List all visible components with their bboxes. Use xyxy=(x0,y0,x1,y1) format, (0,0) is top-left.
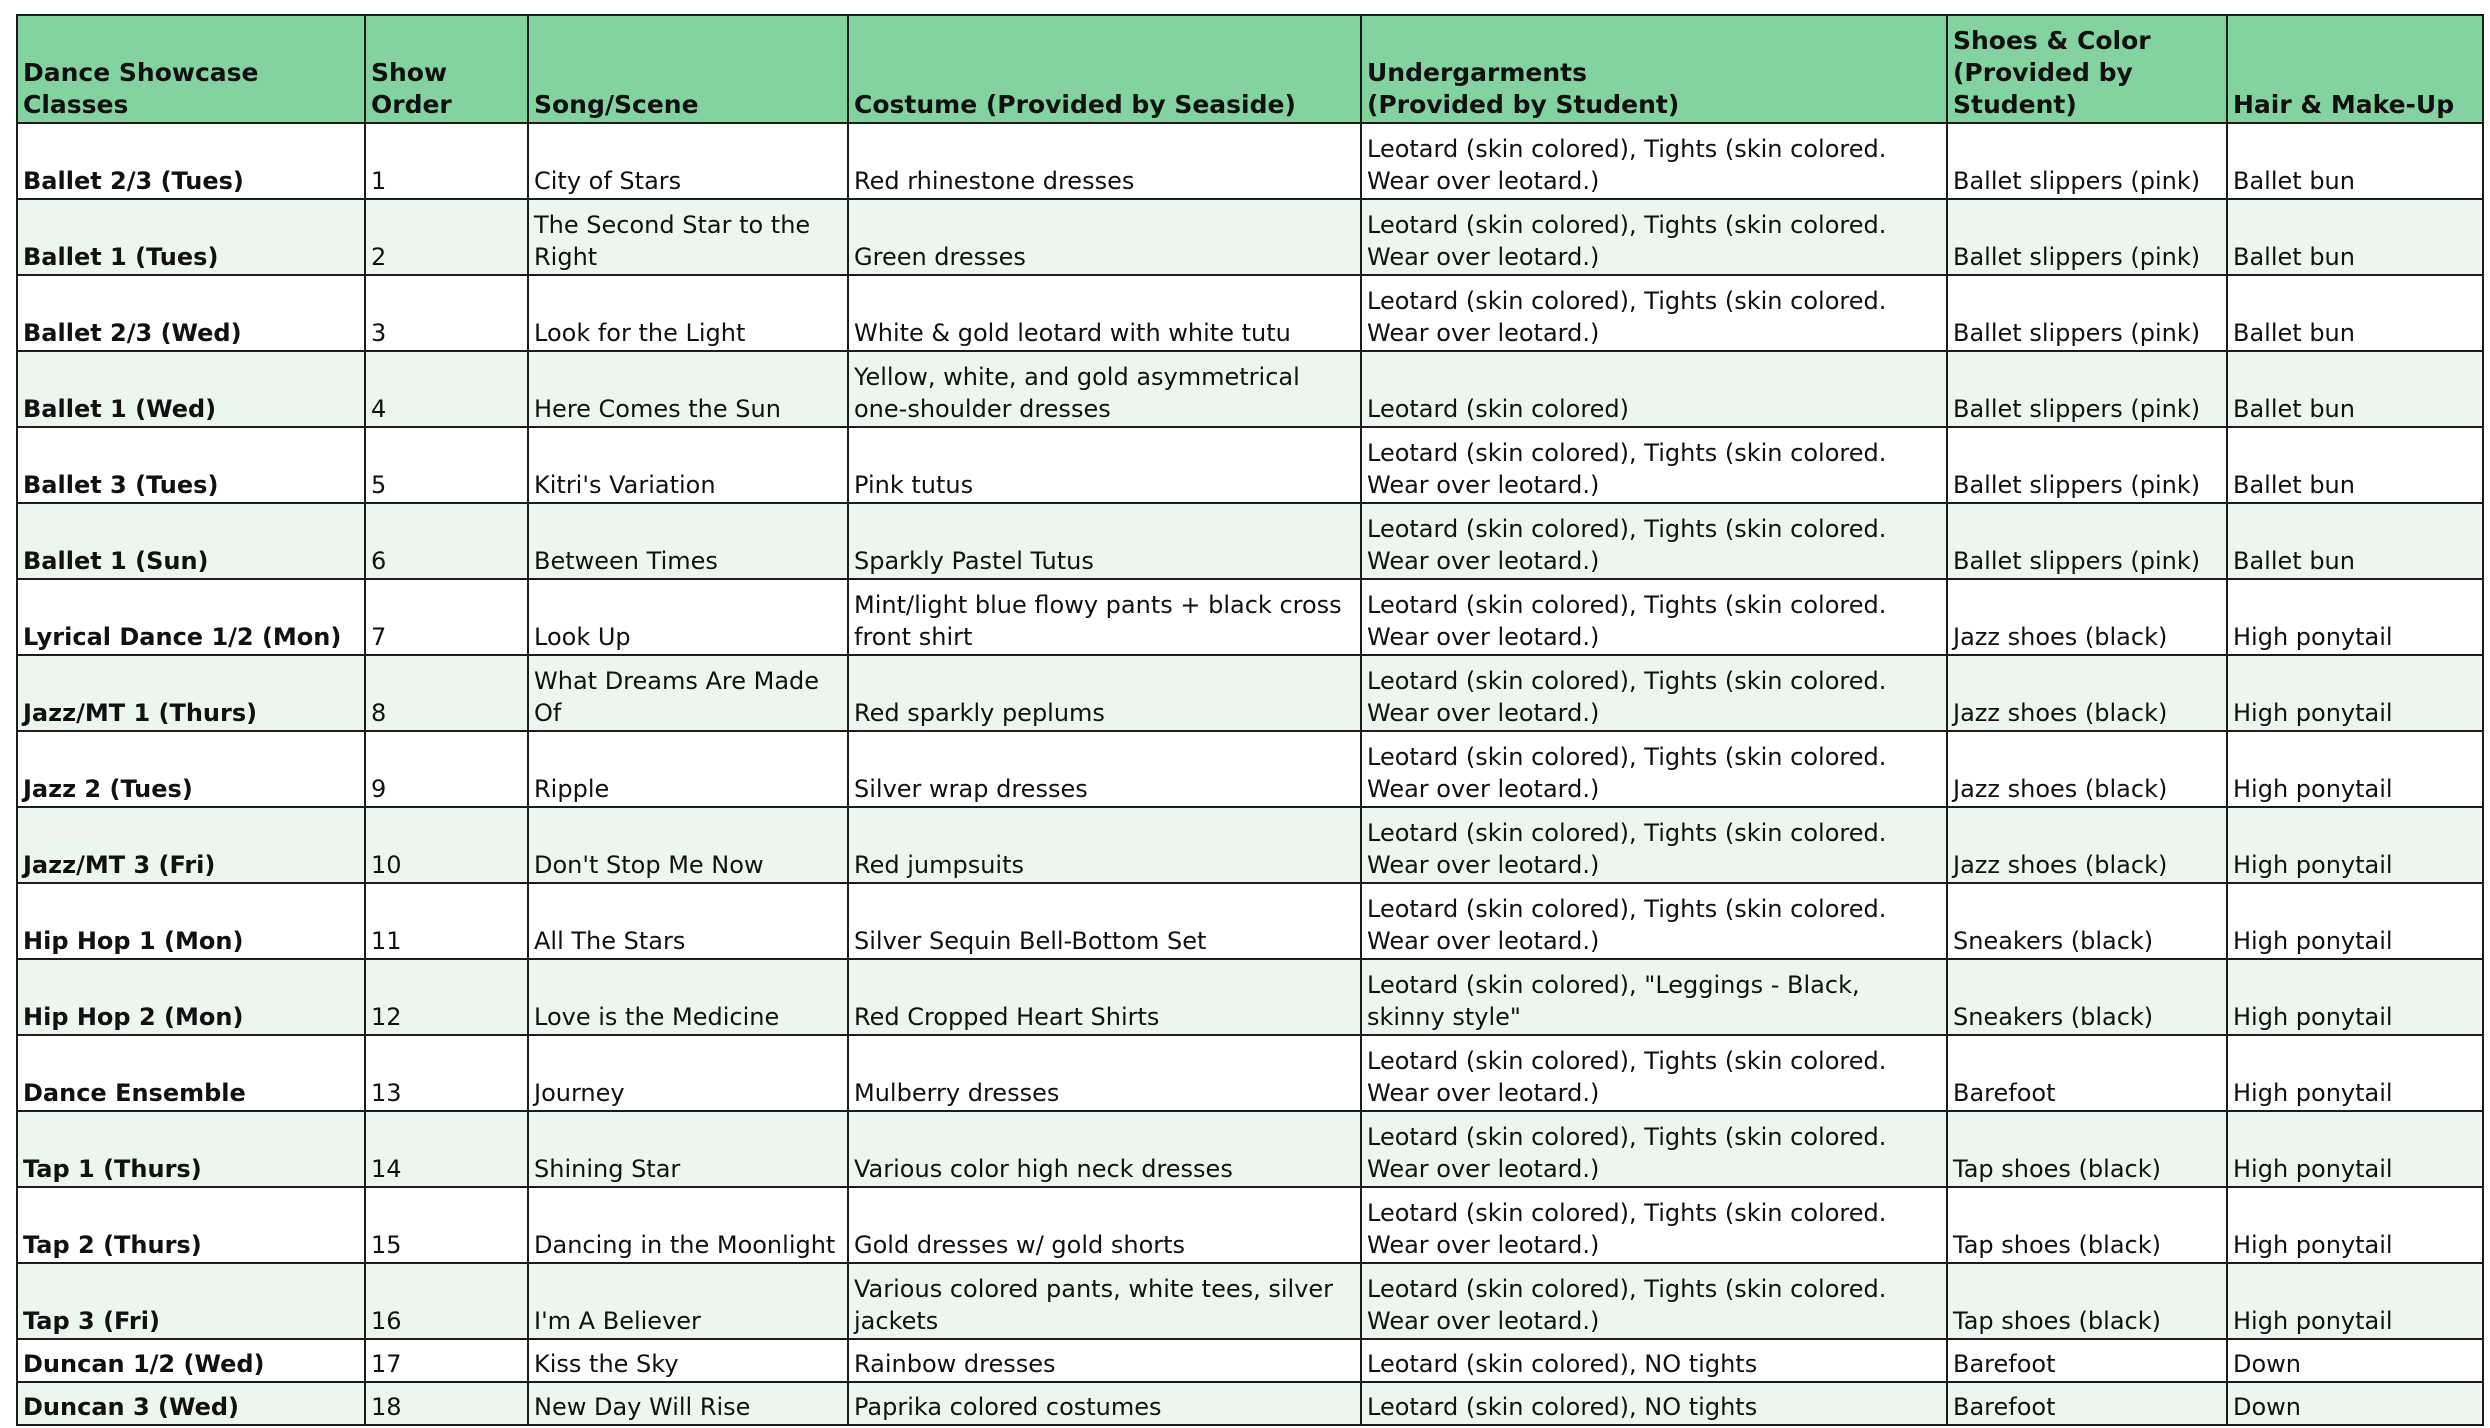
table-row xyxy=(17,1187,2483,1263)
class-cell[interactable]: Ballet 2/3 (Wed) xyxy=(17,275,365,351)
song-cell[interactable]: What Dreams Are Made Of xyxy=(528,655,848,731)
show-order-cell[interactable]: 8 xyxy=(365,655,528,731)
table-body xyxy=(17,123,2483,1425)
class-cell[interactable]: Dance Ensemble xyxy=(17,1035,365,1111)
song-cell[interactable]: Kiss the Sky xyxy=(528,1339,848,1382)
song-cell[interactable]: Kitri's Variation xyxy=(528,427,848,503)
header-undergarments[interactable]: Undergarments (Provided by Student) xyxy=(1361,15,1947,123)
class-cell[interactable]: Tap 2 (Thurs) xyxy=(17,1187,365,1263)
class-cell[interactable]: Hip Hop 2 (Mon) xyxy=(17,959,365,1035)
shoes-cell[interactable]: Barefoot xyxy=(1947,1035,2227,1111)
hair-cell[interactable]: Ballet bun xyxy=(2227,351,2483,427)
song-cell[interactable]: Love is the Medicine xyxy=(528,959,848,1035)
class-cell[interactable]: Duncan 3 (Wed) xyxy=(17,1382,365,1425)
undergarments-cell[interactable]: Leotard (skin colored) xyxy=(1361,351,1947,427)
table-row xyxy=(17,1111,2483,1187)
show-order-cell[interactable]: 12 xyxy=(365,959,528,1035)
table-row xyxy=(17,1263,2483,1339)
show-order-cell[interactable]: 17 xyxy=(365,1339,528,1382)
class-cell[interactable]: Duncan 1/2 (Wed) xyxy=(17,1339,365,1382)
undergarments-cell[interactable]: Leotard (skin colored), Tights (skin colored. Wear over leotard.) xyxy=(1361,123,1947,199)
table-row xyxy=(17,275,2483,351)
hair-cell[interactable]: High ponytail xyxy=(2227,731,2483,807)
table-row xyxy=(17,123,2483,199)
costume-cell[interactable]: Yellow, white, and gold asymmetrical one-shoulder dresses xyxy=(848,351,1361,427)
header-shoes-color[interactable]: Shoes & Color (Provided by Student) xyxy=(1947,15,2227,123)
undergarments-cell[interactable]: Leotard (skin colored), Tights (skin colored. Wear over leotard.) xyxy=(1361,1035,1947,1111)
costume-cell[interactable]: Gold dresses w/ gold shorts xyxy=(848,1187,1361,1263)
hair-cell[interactable]: High ponytail xyxy=(2227,655,2483,731)
costume-cell[interactable]: Red jumpsuits xyxy=(848,807,1361,883)
show-order-cell[interactable]: 13 xyxy=(365,1035,528,1111)
hair-cell[interactable]: Ballet bun xyxy=(2227,199,2483,275)
costume-cell[interactable]: Silver wrap dresses xyxy=(848,731,1361,807)
class-cell[interactable]: Jazz/MT 1 (Thurs) xyxy=(17,655,365,731)
undergarments-cell[interactable]: Leotard (skin colored), Tights (skin colored. Wear over leotard.) xyxy=(1361,199,1947,275)
shoes-cell[interactable]: Jazz shoes (black) xyxy=(1947,655,2227,731)
song-cell[interactable]: City of Stars xyxy=(528,123,848,199)
song-cell[interactable]: Look for the Light xyxy=(528,275,848,351)
song-cell[interactable]: All The Stars xyxy=(528,883,848,959)
table-row xyxy=(17,1035,2483,1111)
header-row xyxy=(17,15,2483,123)
hair-cell[interactable]: High ponytail xyxy=(2227,959,2483,1035)
undergarments-cell[interactable]: Leotard (skin colored), Tights (skin colored. Wear over leotard.) xyxy=(1361,655,1947,731)
hair-cell[interactable]: Down xyxy=(2227,1382,2483,1425)
show-order-cell[interactable]: 3 xyxy=(365,275,528,351)
song-cell[interactable]: New Day Will Rise xyxy=(528,1382,848,1425)
table-row xyxy=(17,1339,2483,1382)
shoes-cell[interactable]: Jazz shoes (black) xyxy=(1947,731,2227,807)
song-cell[interactable]: Ripple xyxy=(528,731,848,807)
costume-cell[interactable]: Red rhinestone dresses xyxy=(848,123,1361,199)
undergarments-cell[interactable]: Leotard (skin colored), Tights (skin colored. Wear over leotard.) xyxy=(1361,1263,1947,1339)
show-order-cell[interactable]: 11 xyxy=(365,883,528,959)
hair-cell[interactable]: Ballet bun xyxy=(2227,427,2483,503)
shoes-cell[interactable]: Barefoot xyxy=(1947,1382,2227,1425)
shoes-cell[interactable]: Jazz shoes (black) xyxy=(1947,579,2227,655)
costume-cell[interactable]: White & gold leotard with white tutu xyxy=(848,275,1361,351)
class-cell[interactable]: Ballet 1 (Tues) xyxy=(17,199,365,275)
class-cell[interactable]: Jazz/MT 3 (Fri) xyxy=(17,807,365,883)
class-cell[interactable]: Tap 3 (Fri) xyxy=(17,1263,365,1339)
shoes-cell[interactable]: Jazz shoes (black) xyxy=(1947,807,2227,883)
show-order-cell[interactable]: 7 xyxy=(365,579,528,655)
shoes-cell[interactable]: Tap shoes (black) xyxy=(1947,1111,2227,1187)
hair-cell[interactable]: High ponytail xyxy=(2227,883,2483,959)
shoes-cell[interactable]: Ballet slippers (pink) xyxy=(1947,275,2227,351)
table-row xyxy=(17,731,2483,807)
showcase-table xyxy=(16,14,2484,1426)
hair-cell[interactable]: High ponytail xyxy=(2227,1263,2483,1339)
hair-cell[interactable]: High ponytail xyxy=(2227,1187,2483,1263)
song-cell[interactable]: Dancing in the Moonlight xyxy=(528,1187,848,1263)
shoes-cell[interactable]: Barefoot xyxy=(1947,1339,2227,1382)
table-row xyxy=(17,427,2483,503)
costume-cell[interactable]: Various colored pants, white tees, silver jackets xyxy=(848,1263,1361,1339)
hair-cell[interactable]: Ballet bun xyxy=(2227,275,2483,351)
table-header xyxy=(17,15,2483,123)
undergarments-cell[interactable]: Leotard (skin colored), Tights (skin colored. Wear over leotard.) xyxy=(1361,1111,1947,1187)
show-order-cell[interactable]: 18 xyxy=(365,1382,528,1425)
table-row xyxy=(17,807,2483,883)
song-cell[interactable]: I'm A Believer xyxy=(528,1263,848,1339)
song-cell[interactable]: Don't Stop Me Now xyxy=(528,807,848,883)
undergarments-cell[interactable]: Leotard (skin colored), Tights (skin colored. Wear over leotard.) xyxy=(1361,883,1947,959)
costume-cell[interactable]: Mulberry dresses xyxy=(848,1035,1361,1111)
undergarments-cell[interactable]: Leotard (skin colored), NO tights xyxy=(1361,1382,1947,1425)
class-cell[interactable]: Ballet 1 (Sun) xyxy=(17,503,365,579)
hair-cell[interactable]: Down xyxy=(2227,1339,2483,1382)
undergarments-cell[interactable]: Leotard (skin colored), Tights (skin colored. Wear over leotard.) xyxy=(1361,275,1947,351)
table-row xyxy=(17,351,2483,427)
undergarments-cell[interactable]: Leotard (skin colored), Tights (skin colored. Wear over leotard.) xyxy=(1361,427,1947,503)
undergarments-cell[interactable]: Leotard (skin colored), Tights (skin colored. Wear over leotard.) xyxy=(1361,1187,1947,1263)
show-order-cell[interactable]: 10 xyxy=(365,807,528,883)
song-cell[interactable]: Look Up xyxy=(528,579,848,655)
undergarments-cell[interactable]: Leotard (skin colored), Tights (skin colored. Wear over leotard.) xyxy=(1361,807,1947,883)
header-class[interactable]: Dance Showcase Classes xyxy=(17,15,365,123)
header-hair-makeup[interactable]: Hair & Make-Up xyxy=(2227,15,2483,123)
shoes-cell[interactable]: Ballet slippers (pink) xyxy=(1947,351,2227,427)
costume-cell[interactable]: Red sparkly peplums xyxy=(848,655,1361,731)
song-cell[interactable]: Between Times xyxy=(528,503,848,579)
costume-cell[interactable]: Paprika colored costumes xyxy=(848,1382,1361,1425)
show-order-cell[interactable]: 15 xyxy=(365,1187,528,1263)
song-cell[interactable]: Shining Star xyxy=(528,1111,848,1187)
song-cell[interactable]: Here Comes the Sun xyxy=(528,351,848,427)
show-order-cell[interactable]: 1 xyxy=(365,123,528,199)
undergarments-cell[interactable]: Leotard (skin colored), Tights (skin colored. Wear over leotard.) xyxy=(1361,731,1947,807)
costume-cell[interactable]: Sparkly Pastel Tutus xyxy=(848,503,1361,579)
show-order-cell[interactable]: 9 xyxy=(365,731,528,807)
undergarments-cell[interactable]: Leotard (skin colored), Tights (skin colored. Wear over leotard.) xyxy=(1361,579,1947,655)
class-cell[interactable]: Ballet 2/3 (Tues) xyxy=(17,123,365,199)
shoes-cell[interactable]: Sneakers (black) xyxy=(1947,959,2227,1035)
shoes-cell[interactable]: Ballet slippers (pink) xyxy=(1947,123,2227,199)
header-show-order[interactable]: Show Order xyxy=(365,15,528,123)
header-song-scene[interactable]: Song/Scene xyxy=(528,15,848,123)
header-costume[interactable]: Costume (Provided by Seaside) xyxy=(848,15,1361,123)
table-row xyxy=(17,503,2483,579)
undergarments-cell[interactable]: Leotard (skin colored), "Leggings - Black, skinny style" xyxy=(1361,959,1947,1035)
table-row xyxy=(17,1382,2483,1425)
class-cell[interactable]: Ballet 3 (Tues) xyxy=(17,427,365,503)
table-row xyxy=(17,579,2483,655)
class-cell[interactable]: Hip Hop 1 (Mon) xyxy=(17,883,365,959)
costume-cell[interactable]: Pink tutus xyxy=(848,427,1361,503)
costume-cell[interactable]: Mint/light blue flowy pants + black cross front shirt xyxy=(848,579,1361,655)
hair-cell[interactable]: Ballet bun xyxy=(2227,123,2483,199)
shoes-cell[interactable]: Tap shoes (black) xyxy=(1947,1263,2227,1339)
costume-cell[interactable]: Rainbow dresses xyxy=(848,1339,1361,1382)
hair-cell[interactable]: High ponytail xyxy=(2227,579,2483,655)
costume-cell[interactable]: Silver Sequin Bell-Bottom Set xyxy=(848,883,1361,959)
show-order-cell[interactable]: 4 xyxy=(365,351,528,427)
show-order-cell[interactable]: 6 xyxy=(365,503,528,579)
class-cell[interactable]: Lyrical Dance 1/2 (Mon) xyxy=(17,579,365,655)
shoes-cell[interactable]: Sneakers (black) xyxy=(1947,883,2227,959)
show-order-cell[interactable]: 14 xyxy=(365,1111,528,1187)
table-row xyxy=(17,883,2483,959)
hair-cell[interactable]: High ponytail xyxy=(2227,1111,2483,1187)
undergarments-cell[interactable]: Leotard (skin colored), NO tights xyxy=(1361,1339,1947,1382)
class-cell[interactable]: Ballet 1 (Wed) xyxy=(17,351,365,427)
show-order-cell[interactable]: 5 xyxy=(365,427,528,503)
hair-cell[interactable]: High ponytail xyxy=(2227,1035,2483,1111)
costume-cell[interactable]: Red Cropped Heart Shirts xyxy=(848,959,1361,1035)
costume-cell[interactable]: Various color high neck dresses xyxy=(848,1111,1361,1187)
table-row xyxy=(17,199,2483,275)
shoes-cell[interactable]: Ballet slippers (pink) xyxy=(1947,503,2227,579)
show-order-cell[interactable]: 2 xyxy=(365,199,528,275)
shoes-cell[interactable]: Tap shoes (black) xyxy=(1947,1187,2227,1263)
hair-cell[interactable]: High ponytail xyxy=(2227,807,2483,883)
table-row xyxy=(17,959,2483,1035)
song-cell[interactable]: The Second Star to the Right xyxy=(528,199,848,275)
table-row xyxy=(17,655,2483,731)
undergarments-cell[interactable]: Leotard (skin colored), Tights (skin colored. Wear over leotard.) xyxy=(1361,503,1947,579)
costume-cell[interactable]: Green dresses xyxy=(848,199,1361,275)
class-cell[interactable]: Tap 1 (Thurs) xyxy=(17,1111,365,1187)
shoes-cell[interactable]: Ballet slippers (pink) xyxy=(1947,199,2227,275)
show-order-cell[interactable]: 16 xyxy=(365,1263,528,1339)
song-cell[interactable]: Journey xyxy=(528,1035,848,1111)
class-cell[interactable]: Jazz 2 (Tues) xyxy=(17,731,365,807)
hair-cell[interactable]: Ballet bun xyxy=(2227,503,2483,579)
shoes-cell[interactable]: Ballet slippers (pink) xyxy=(1947,427,2227,503)
